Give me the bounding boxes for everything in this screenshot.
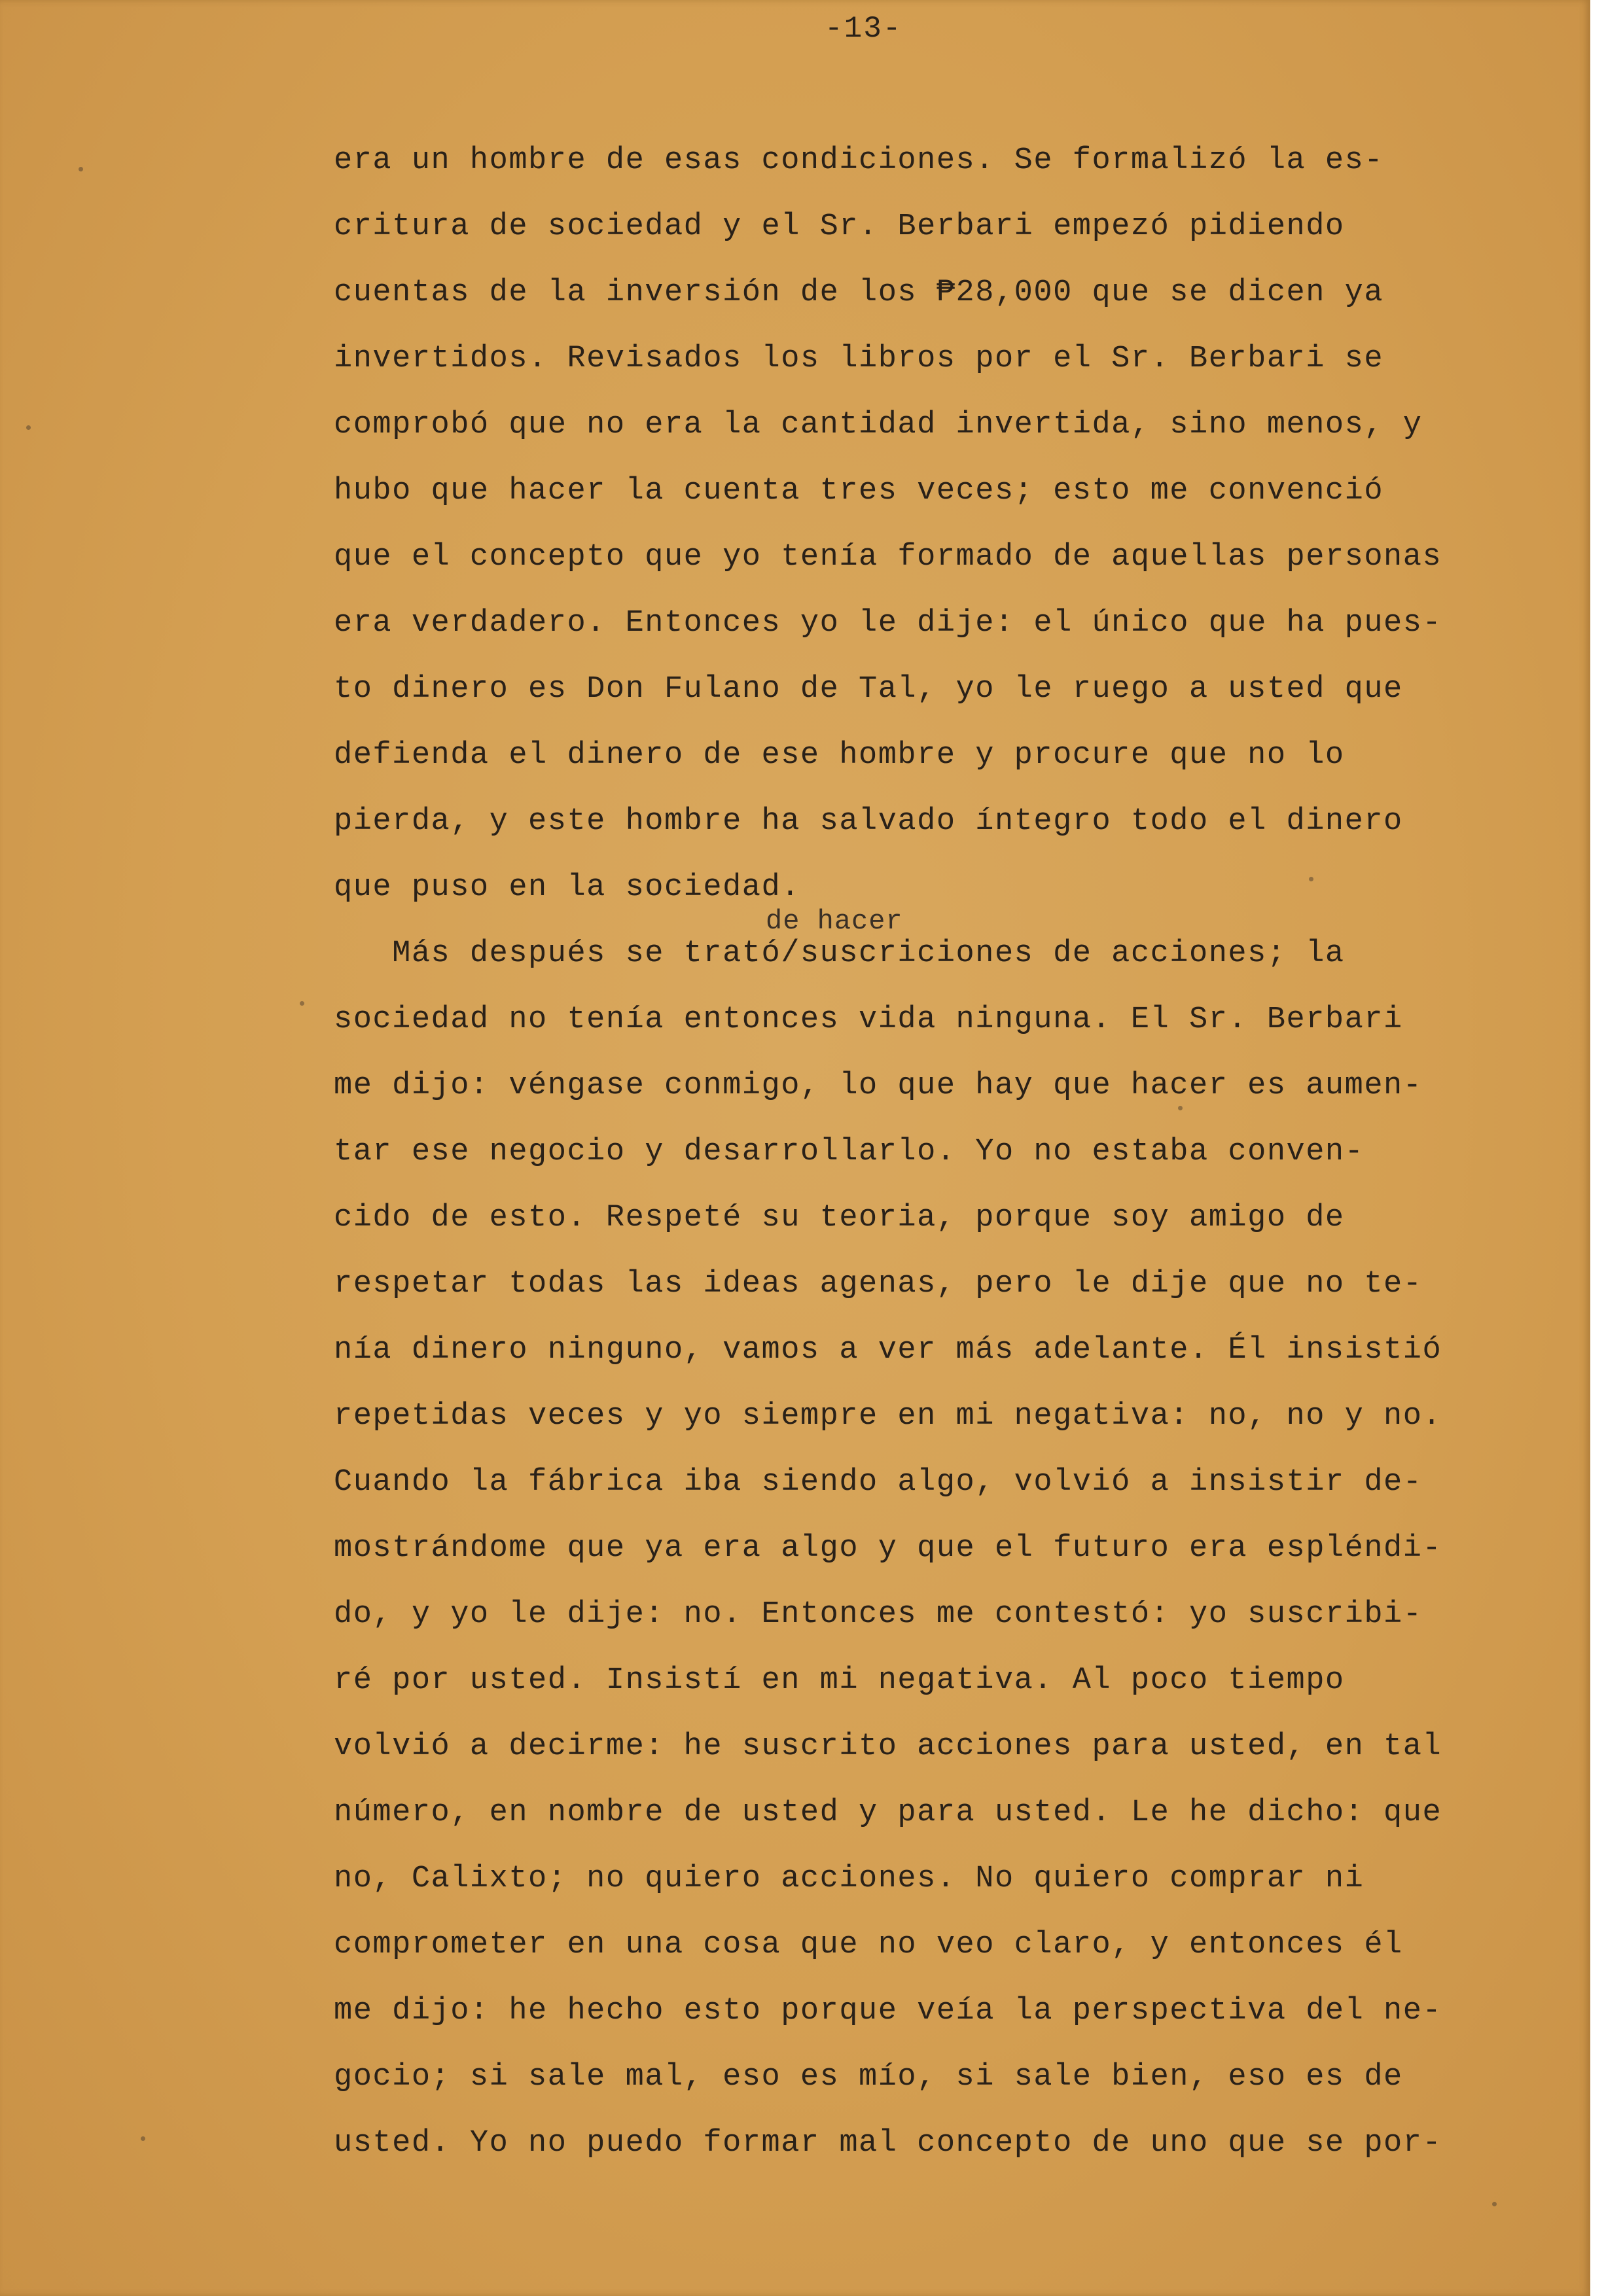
text-line: comprometer en una cosa que no veo claro, y entonces él [334, 1928, 1403, 1962]
text-line: comprobó que no era la cantidad invertida, sino menos, y [334, 408, 1423, 442]
paper-speck [1492, 2202, 1497, 2206]
text-line: cuentas de la inversión de los ₱28,000 que se dicen ya [334, 275, 1384, 310]
paper-speck [300, 1001, 304, 1006]
text-line: tar ese negocio y desarrollarlo. Yo no estaba conven- [334, 1135, 1365, 1169]
paper-speck [141, 2136, 145, 2141]
text-line: hubo que hacer la cuenta tres veces; esto me convenció [334, 474, 1384, 508]
text-line: respetar todas las ideas agenas, pero le dije que no te- [334, 1267, 1423, 1301]
text-line: repetidas veces y yo siempre en mi negativa: no, no y no. [334, 1399, 1442, 1434]
text-line: gocio; si sale mal, eso es mío, si sale bien, eso es de [334, 2060, 1403, 2094]
text-line: pierda, y este hombre ha salvado íntegro todo el dinero [334, 804, 1403, 839]
paper-speck [79, 167, 83, 171]
text-line: sociedad no tenía entonces vida ninguna. El Sr. Berbari [334, 1002, 1403, 1037]
text-line: invertidos. Revisados los libros por el Sr. Berbari se [334, 342, 1384, 376]
text-line: critura de sociedad y el Sr. Berbari empezó pidiendo [334, 209, 1345, 244]
text-line: nía dinero ninguno, vamos a ver más adelante. Él insistió [334, 1333, 1442, 1368]
text-line: ré por usted. Insistí en mi negativa. Al poco tiempo [334, 1663, 1345, 1698]
text-line: era verdadero. Entonces yo le dije: el único que ha pues- [334, 606, 1442, 641]
text-line: que puso en la sociedad. [334, 870, 800, 905]
text-line: me dijo: véngase conmigo, lo que hay que hacer es aumen- [334, 1069, 1423, 1103]
text-line: mostrándome que ya era algo y que el futuro era espléndi- [334, 1531, 1442, 1566]
text-line: número, en nombre de usted y para usted. Le he dicho: que [334, 1795, 1442, 1830]
paper-speck [1309, 877, 1313, 881]
text-line: Cuando la fábrica iba siendo algo, volvió a insistir de- [334, 1465, 1423, 1500]
paper-speck [26, 425, 31, 430]
text-line: Más después se trató/suscriciones de acciones; la [334, 936, 1345, 971]
text-line: no, Calixto; no quiero acciones. No quiero comprar ni [334, 1862, 1365, 1896]
page-number: -13- [825, 12, 902, 46]
text-line: defienda el dinero de ese hombre y procure que no lo [334, 738, 1345, 773]
paper-speck [1178, 1106, 1183, 1110]
handwritten-insertion: de hacer [766, 906, 903, 937]
text-line: era un hombre de esas condiciones. Se formalizó la es- [334, 143, 1384, 178]
text-line: usted. Yo no puedo formar mal concepto de uno que se por- [334, 2126, 1442, 2161]
text-line: me dijo: he hecho esto porque veía la perspectiva del ne- [334, 1994, 1442, 2028]
text-line: que el concepto que yo tenía formado de aquellas personas [334, 540, 1442, 574]
text-line: do, y yo le dije: no. Entonces me contestó: yo suscribi- [334, 1597, 1423, 1632]
text-line: cido de esto. Respeté su teoria, porque soy amigo de [334, 1201, 1345, 1235]
text-line: to dinero es Don Fulano de Tal, yo le ruego a usted que [334, 672, 1403, 707]
text-line: volvió a decirme: he suscrito acciones para usted, en tal [334, 1729, 1442, 1764]
